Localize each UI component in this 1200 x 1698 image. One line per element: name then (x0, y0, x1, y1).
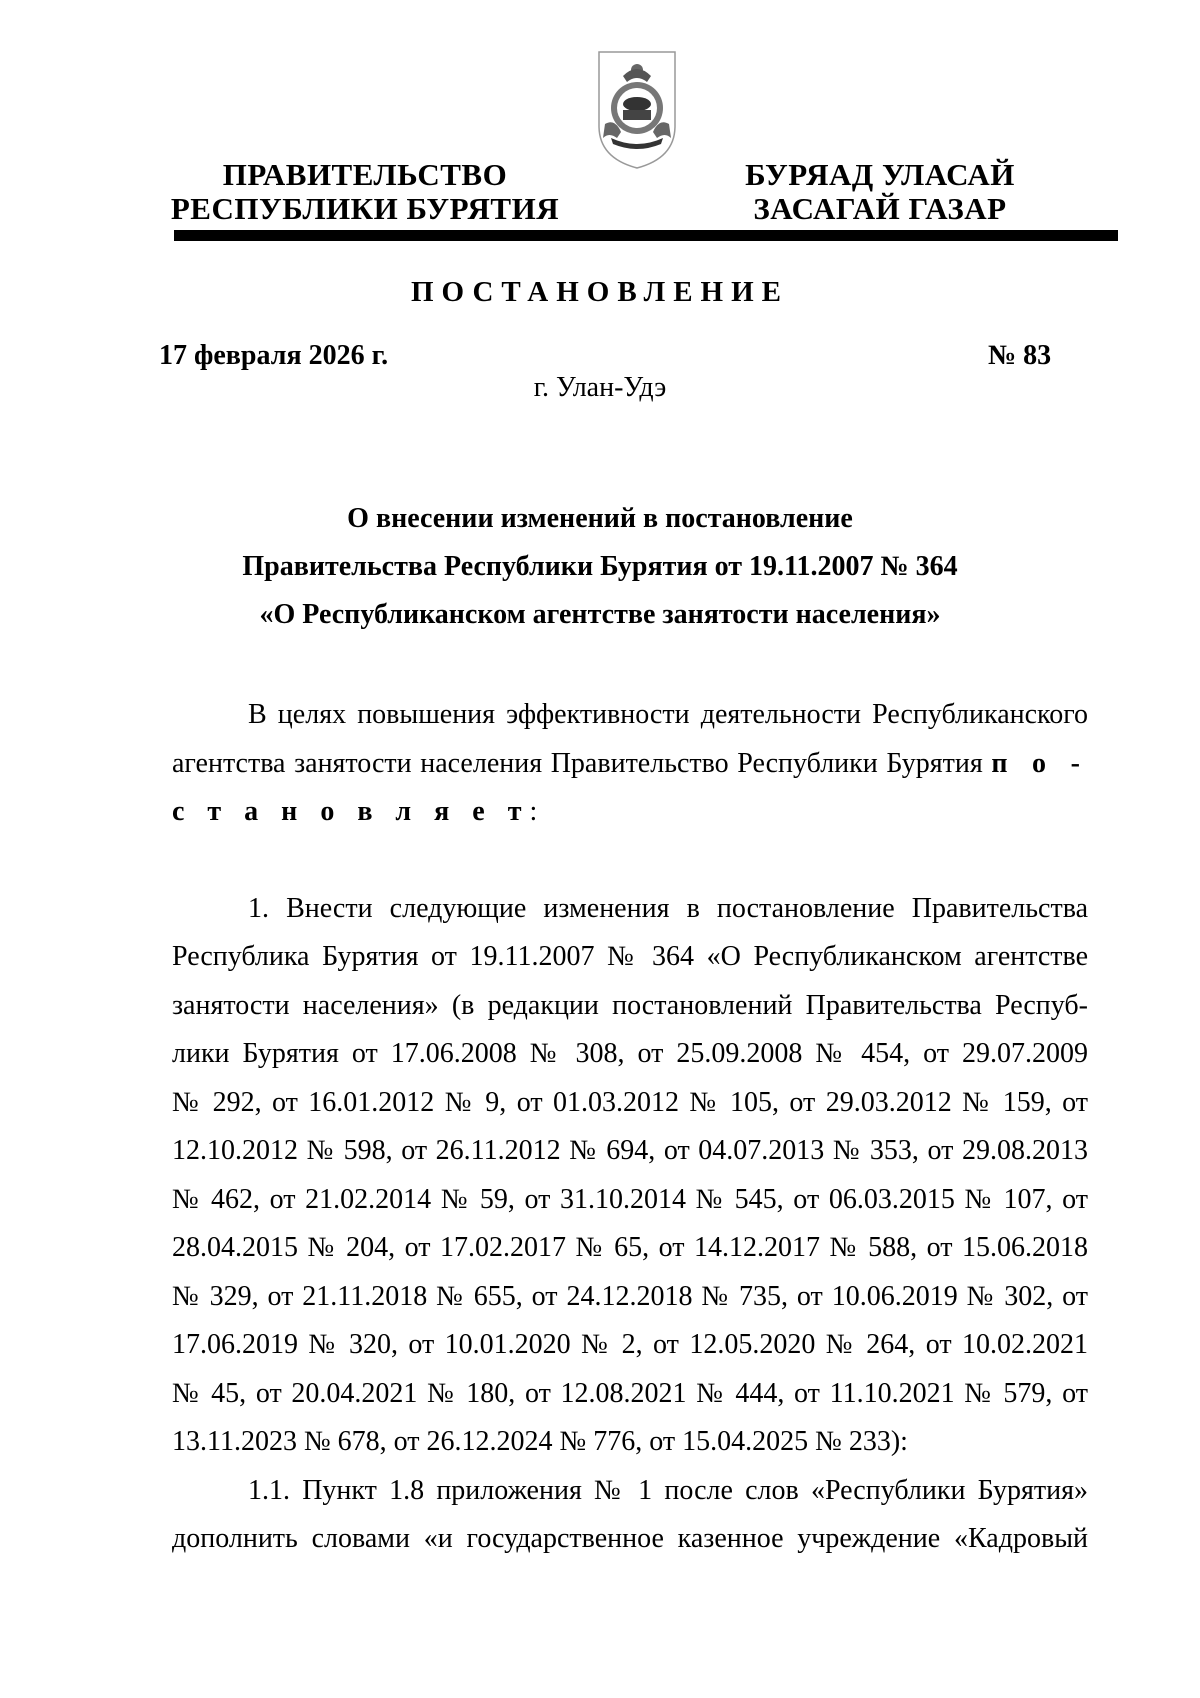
document-date: 17 февраля 2026 г. (159, 340, 389, 371)
item1-line: № 329, от 21.11.2018 № 655, от 24.12.2018 № 735, от 10.06.2019 № 302, от (172, 1280, 1088, 1312)
header-right-line-1: БУРЯАД УЛАСАЙ (745, 157, 1015, 192)
decree-word-part1: п о - (991, 747, 1088, 779)
item1-1-line: 1.1. Пункт 1.8 приложения № 1 после слов «Республики Бурятия» (248, 1474, 1088, 1506)
decree-suffix: : (529, 796, 538, 827)
item1-line: 13.11.2023 № 678, от 26.12.2024 № 776, от 15.04.2025 № 233): (172, 1426, 908, 1457)
preamble-text: агентства занятости населения Правительство Республики Бурятия (172, 747, 983, 779)
document-type: ПОСТАНОВЛЕНИЕ (410, 276, 789, 308)
item1-line: 28.04.2015 № 204, от 17.02.2017 № 65, от 14.12.2017 № 588, от 15.06.2018 (172, 1232, 1088, 1263)
header-left-line-1: ПРАВИТЕЛЬСТВО (222, 157, 508, 192)
item1-line: лики Бурятия от 17.06.2008 № 308, от 25.09.2008 № 454, от 29.07.2009 (172, 1038, 1088, 1069)
preamble-line (172, 740, 1088, 789)
header-divider (174, 230, 1118, 241)
preamble-line: В целях повышения эффективности деятельности Республиканского (248, 699, 1088, 730)
title-line: «О Республиканском агентстве занятости населения» (259, 599, 941, 630)
header-right-line-2: ЗАСАГАЙ ГАЗАР (753, 191, 1007, 226)
preamble-line (172, 788, 1088, 837)
item1-line: 1. Внести следующие изменения в постановление Правительства (248, 892, 1088, 924)
item1-line: № 292, от 16.01.2012 № 9, от 01.03.2012 № 105, от 29.03.2012 № 159, от (172, 1086, 1088, 1118)
item1-line: 17.06.2019 № 320, от 10.01.2020 № 2, от 12.05.2020 № 264, от 10.02.2021 (172, 1329, 1088, 1360)
item1-line: № 45, от 20.04.2021 № 180, от 12.08.2021 № 444, от 11.10.2021 № 579, от (172, 1377, 1088, 1409)
header-left-line-2: РЕСПУБЛИКИ БУРЯТИЯ (170, 191, 560, 226)
government-name-buryat (720, 158, 1040, 226)
coat-of-arms-icon (591, 46, 683, 172)
item1-1-line: дополнить словами «и государственное казенное учреждение «Кадровый (172, 1523, 1088, 1554)
document-body (172, 691, 1088, 1564)
item1-line: № 462, от 21.02.2014 № 59, от 31.10.2014 № 545, от 06.03.2015 № 107, от (172, 1183, 1088, 1215)
item1-line: Республика Бурятия от 19.11.2007 № 364 «О Республиканском агентстве (172, 941, 1088, 972)
document-title (100, 495, 1100, 639)
government-name-russian (150, 158, 580, 226)
item1-line: занятости населения» (в редакции постановлений Правительства Респуб- (172, 989, 1088, 1021)
paragraph-gap (172, 837, 1088, 885)
decree-word-part2: с т а н о в л я е т (172, 796, 530, 827)
item1-line: 12.10.2012 № 598, от 26.11.2012 № 694, от 04.07.2013 № 353, от 29.08.2013 (172, 1135, 1088, 1166)
title-line: О внесении изменений в постановление (347, 503, 853, 534)
title-line: Правительства Республики Бурятия от 19.11.2007 № 364 (242, 551, 958, 582)
document-city: г. Улан-Удэ (533, 372, 667, 403)
document-number: № 83 (988, 340, 1052, 371)
